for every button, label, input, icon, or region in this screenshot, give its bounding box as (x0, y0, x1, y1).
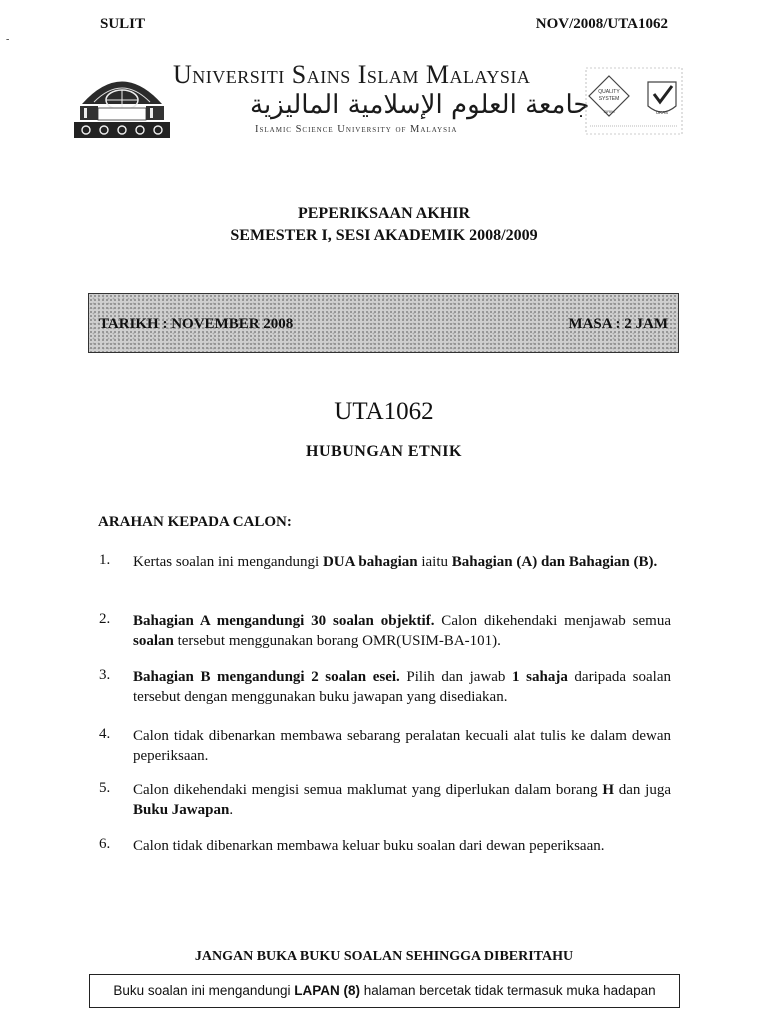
instruction-text-run: Calon tidak dibenarkan membawa keluar buku soalan dari dewan peperiksaan. (133, 838, 605, 854)
instruction-text-run: Calon dikehendaki menjawab semua (434, 613, 671, 629)
quality-system-seal (589, 76, 629, 116)
page-count-text-run: LAPAN (8) (294, 983, 360, 998)
instruction-number: 6. (99, 836, 111, 852)
instruction-text (133, 552, 671, 572)
course-code: UTA1062 (334, 398, 434, 425)
page-count-text-run: Buku soalan ini mengandungi (113, 983, 295, 998)
header-reference: NOV/2008/UTA1062 (535, 16, 668, 32)
instruction-text (133, 611, 671, 651)
instruction-text-run: 1 sahaja (512, 669, 568, 685)
instruction-text-run: daripada soalan tersebut dengan menggunakan buku jawapan yang disediakan. (133, 669, 671, 705)
exam-date: TARIKH : NOVEMBER 2008 (99, 316, 294, 332)
warning-text: JANGAN BUKA BUKU SOALAN SEHINGGA DIBERITAHU (194, 949, 574, 964)
instruction-text-run: Kertas soalan ini mengandungi (133, 554, 323, 570)
instruction-text-run: Calon tidak dibenarkan membawa sebarang peralatan kecuali alat tulis ke dalam dewan peperiksaan. (133, 728, 671, 764)
instruction-number: 4. (99, 726, 111, 742)
exam-duration: MASA : 2 JAM (568, 316, 668, 332)
exam-title: PEPERIKSAAN AKHIR (297, 205, 471, 222)
instruction-number: 5. (99, 780, 111, 796)
cert-text-ukas: UKAS (655, 110, 669, 115)
instruction-text (133, 726, 671, 766)
instruction-text-run: soalan (133, 633, 174, 649)
ukas-seal (648, 82, 676, 115)
university-name-english: Islamic Science University of Malaysia (255, 124, 458, 135)
instruction-number: 3. (99, 667, 111, 683)
instruction-number: 2. (99, 611, 111, 627)
instruction-text-run: Bahagian A mengandungi 30 soalan objektif. (133, 613, 435, 629)
university-logo (72, 64, 172, 142)
instruction-text (133, 836, 671, 856)
header-classification: SULIT (100, 16, 146, 32)
instruction-text (133, 667, 671, 707)
certification-logos (584, 66, 684, 136)
exam-info-box (88, 293, 679, 353)
exam-semester: SEMESTER I, SESI AKADEMIK 2008/2009 (230, 227, 538, 244)
instruction-text-run: Pilih dan jawab (399, 669, 513, 685)
page-count-note (89, 974, 680, 1008)
cert-text-quality: QUALITY (598, 89, 620, 95)
cert-text-system: SYSTEM (598, 96, 620, 102)
course-name: HUBUNGAN ETNIK (306, 443, 462, 460)
margin-mark: - (6, 34, 10, 45)
instruction-text-run: tersebut menggunakan borang OMR(USIM-BA-101). (173, 633, 501, 649)
instruction-text-run: Buku Jawapan (133, 802, 230, 818)
instruction-text-run: DUA bahagian (322, 554, 418, 570)
page-count-text-run: halaman bercetak tidak termasuk muka hadapan (359, 983, 656, 998)
instruction-number: 1. (99, 552, 111, 568)
cert-text-sirim: SIRIM (603, 109, 615, 114)
instruction-text-run: iaitu (417, 554, 452, 570)
university-name: Universiti Sains Islam Malaysia (173, 60, 531, 89)
check-icon (654, 86, 672, 102)
instruction-text-run: Bahagian B mengandungi 2 soalan esei. (133, 669, 400, 685)
instruction-text-run: Calon dikehendaki mengisi semua maklumat yang diperlukan dalam borang (133, 782, 603, 798)
university-name-arabic: جامعة العلوم الإسلامية الماليزية (250, 90, 590, 120)
instruction-text-run: dan juga (614, 782, 671, 798)
instruction-text-run: H (602, 782, 614, 798)
instruction-text (133, 780, 671, 820)
instructions-title: ARAHAN KEPADA CALON: (98, 514, 292, 530)
instruction-text-run: Bahagian (A) dan Bahagian (B). (451, 554, 658, 570)
instruction-text-run: . (229, 802, 234, 818)
